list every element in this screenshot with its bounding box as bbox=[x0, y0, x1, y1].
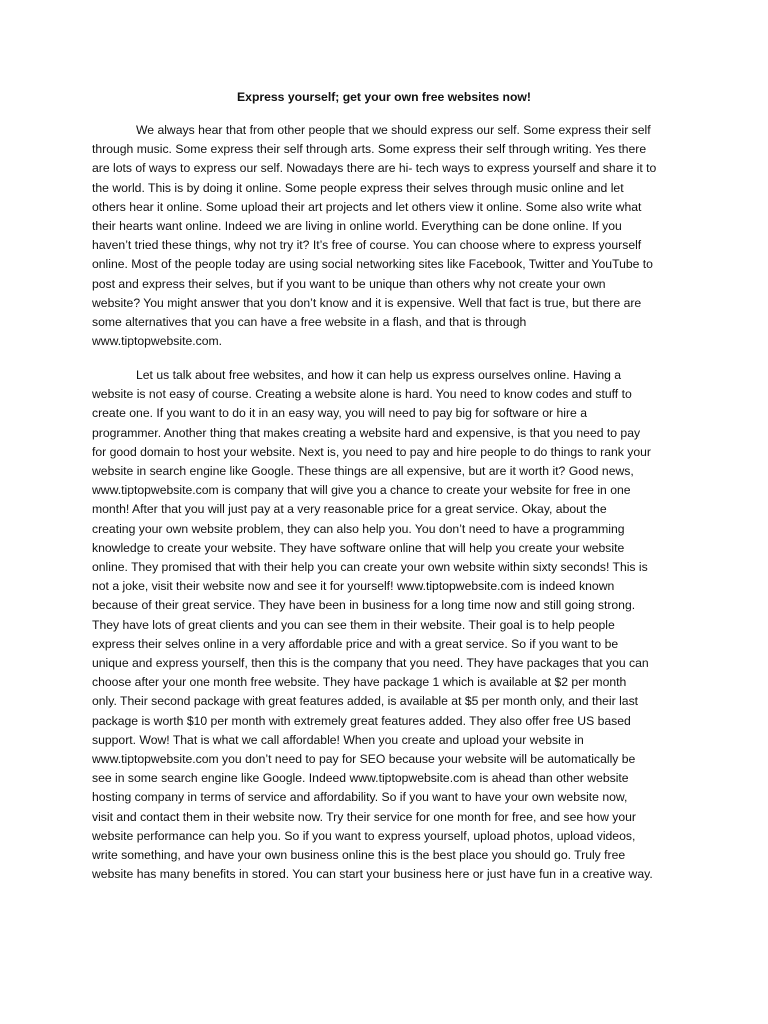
paragraph-line: website in search engine like Google. These things are all expensive, but are it worth it? Good news, bbox=[92, 464, 634, 479]
paragraph-line: create one. If you want to do it in an easy way, you will need to pay big for software or hire a bbox=[92, 406, 587, 421]
paragraph-line: website performance can help you. So if you want to express yourself, upload photos, upload videos, bbox=[92, 828, 636, 843]
paragraph-line: knowledge to create your website. They have software online that will help you create your website bbox=[92, 540, 625, 555]
paragraph-line: Let us talk about free websites, and how it can help us express ourselves online. Having a bbox=[136, 368, 622, 382]
paragraph-line: through music. Some express their self through arts. Some express their self through writing. Yes there bbox=[92, 142, 647, 157]
paragraph-line: www.tiptopwebsite.com is company that will give you a chance to create your website for free in one bbox=[92, 483, 631, 498]
paragraph-line: some alternatives that you can have a free website in a flash, and that is through bbox=[92, 315, 527, 330]
paragraph-line: online. They promised that with their help you can create your own website within sixty seconds! This is bbox=[92, 560, 648, 575]
paragraph-line: see in some search engine like Google. Indeed www.tiptopwebsite.com is ahead than other website bbox=[92, 771, 629, 786]
paragraph-line: their hearts want online. Indeed we are living in online world. Everything can be done online. If you bbox=[92, 219, 622, 234]
paragraph-line: creating your own website problem, they can also help you. You don’t need to have a programming bbox=[92, 521, 625, 536]
paragraph-line: online. Most of the people today are using social networking sites like Facebook, Twitter and YouTube to bbox=[92, 257, 653, 272]
paragraph-line: post and express their selves, but if you want to be unique than others why not create your own bbox=[92, 276, 606, 291]
paragraph-line: They have lots of great clients and you can see them in their website. Their goal is to help people bbox=[92, 617, 615, 632]
paragraph-line: www.tiptopwebsite.com. bbox=[92, 334, 223, 349]
paragraph-line: We always hear that from other people that we should express our self. Some express their self bbox=[136, 123, 651, 137]
paragraph-line: express their selves online in a very affordable price and with a great service. So if you want to be bbox=[92, 636, 619, 651]
document-title: Express yourself; get your own free websites now! bbox=[237, 90, 531, 104]
paragraph-line: write something, and have your own business online this is the best place you should go. Truly free bbox=[92, 848, 626, 863]
paragraph-line: hosting company in terms of service and affordability. So if you want to have your own website now, bbox=[92, 790, 628, 805]
paragraph-line: month! After that you will just pay at a very reasonable price for a great service. Okay, about the bbox=[92, 502, 607, 517]
paragraph-line: support. Wow! That is what we call affordable! When you create and upload your website in bbox=[92, 732, 584, 747]
paragraph-line: are lots of ways to express our self. Nowadays there are hi- tech ways to express yourself and share it to bbox=[92, 161, 657, 176]
paragraph-line: www.tiptopwebsite.com you don’t need to pay for SEO because your website will be automatically be bbox=[92, 752, 636, 767]
paragraph-1 bbox=[92, 121, 684, 351]
paragraph-line: haven’t tried these things, why not try it? It’s free of course. You can choose where to express yourself bbox=[92, 238, 642, 253]
paragraph-line: not a joke, visit their website now and see it for yourself! www.tiptopwebsite.com is indeed known bbox=[92, 579, 615, 594]
paragraph-line: website? You might answer that you don’t know and it is expensive. Well that fact is true, but there are bbox=[92, 295, 642, 310]
paragraph-line: visit and contact them in their website now. Try their service for one month for free, and see how your bbox=[92, 809, 636, 824]
paragraph-line: for good domain to host your website. Next is, you need to pay and hire people to do things to rank your bbox=[92, 444, 651, 459]
paragraph-line: unique and express yourself, then this is the company that you need. They have packages that you can bbox=[92, 656, 649, 671]
paragraph-line: choose after your one month free website. They have package 1 which is available at $2 per month bbox=[92, 675, 627, 690]
paragraph-line: website is not easy of course. Creating a website alone is hard. You need to know codes and stuff to bbox=[92, 387, 632, 402]
paragraph-line: the world. This is by doing it online. Some people express their selves through music online and let bbox=[92, 180, 624, 195]
paragraph-line: only. Their second package with great features added, is available at $5 per month only, and their last bbox=[92, 694, 639, 709]
paragraph-line: website has many benefits in stored. You can start your business here or just have fun in a creative way. bbox=[92, 867, 653, 882]
paragraph-line: package is worth $10 per month with extremely great features added. They also offer free US based bbox=[92, 713, 631, 728]
paragraph-line: others hear it online. Some upload their art projects and let others view it online. Some also write what bbox=[92, 199, 642, 214]
paragraph-line: programmer. Another thing that makes creating a website hard and expensive, is that you need to pay bbox=[92, 425, 641, 440]
paragraph-line: because of their great service. They have been in business for a long time now and still going strong. bbox=[92, 598, 636, 613]
paragraph-2 bbox=[92, 366, 684, 884]
